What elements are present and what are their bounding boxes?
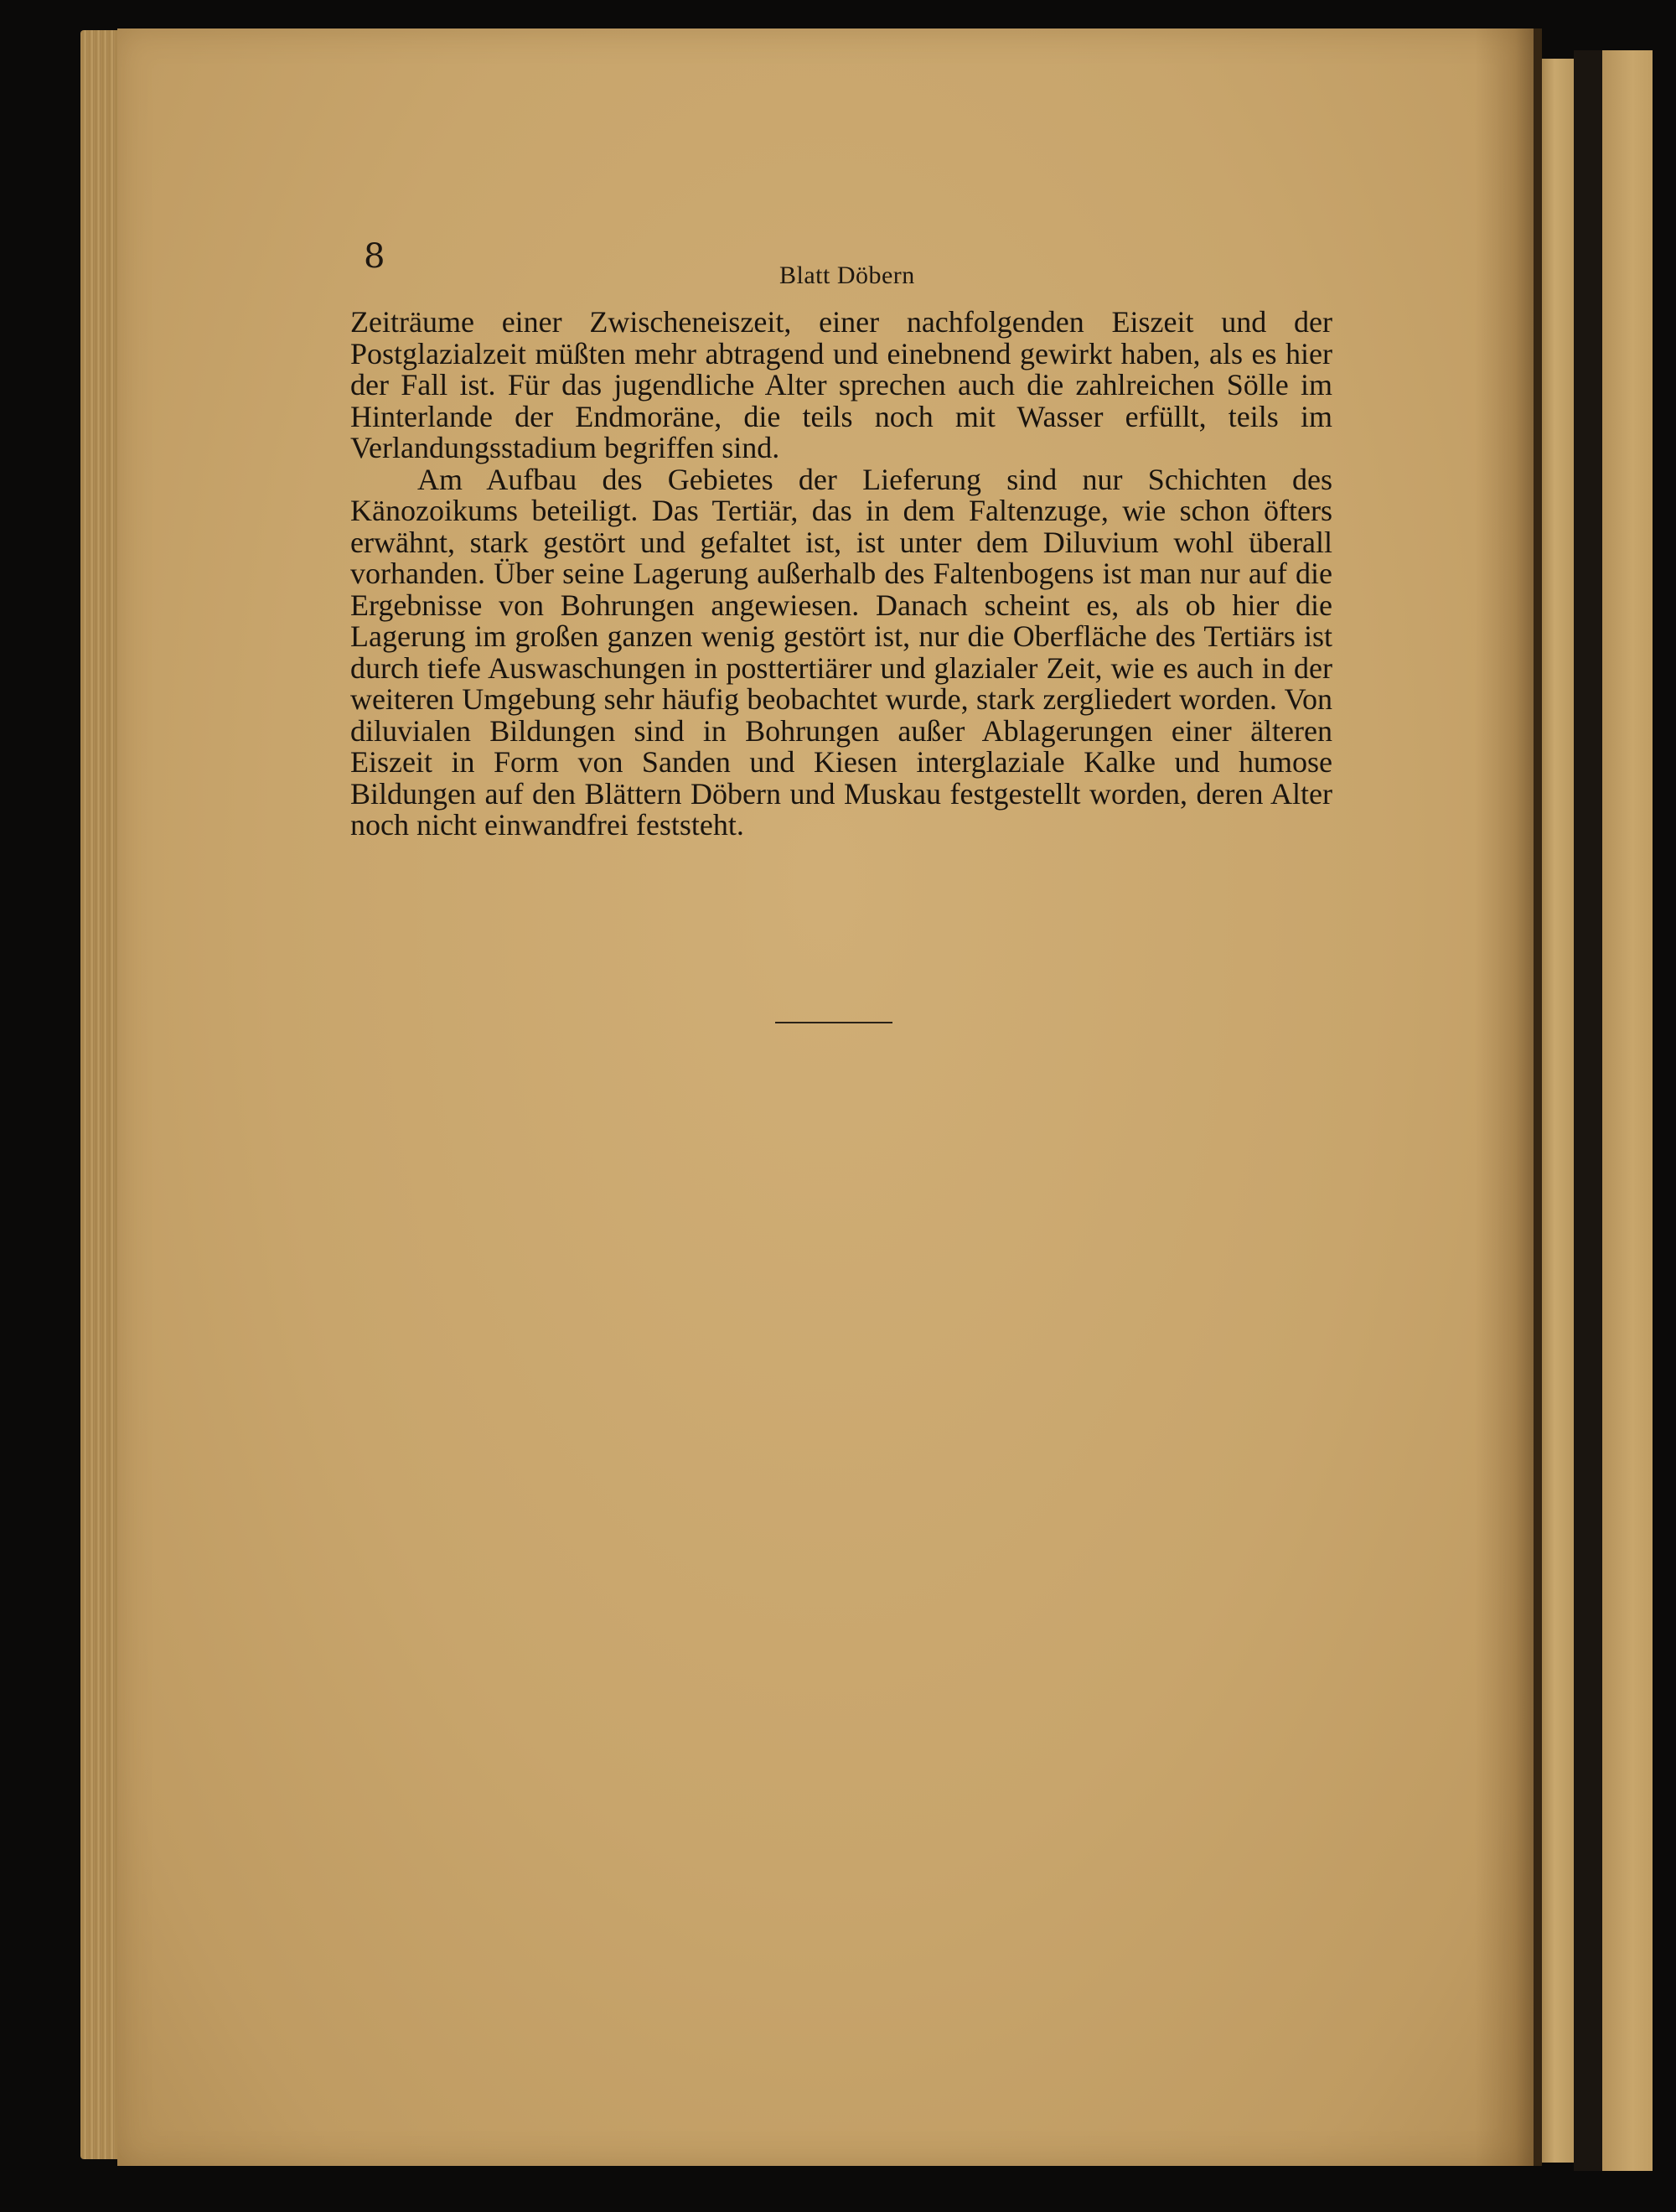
page-number: 8	[364, 237, 385, 276]
paragraph: Am Aufbau des Gebietes der Lieferung sind nur Schichten des Känozoikums beteiligt. Das Tertiär, das in dem Faltenzuge, wie schon öfters erwähnt, stark gestört und gefaltet ist, ist unter dem Diluvium wohl überall vorhanden. Über seine Lagerung außerhalb des Faltenbogens ist man nur auf die Ergebnisse von Bohrungen angewiesen. Danach scheint es, als ob hier die Lagerung im großen ganzen wenig gestört ist, nur die Oberfläche des Tertiärs ist durch tiefe Auswaschungen in posttertiärer und glazialer Zeit, wie es auch in der weiteren Umgebung sehr häufig beobachtet wurde, stark zergliedert worden. Von diluvialen Bildungen sind in Bohrungen außer Ablagerungen einer älteren Eiszeit in Form von Sanden und Kiesen interglaziale Kalke und humose Bildungen auf den Blättern Döbern und Muskau festgestellt worden, deren Alter noch nicht einwandfrei feststeht.	[350, 462, 1332, 842]
binding-gap	[1574, 50, 1602, 2171]
right-leaf-strip	[1542, 59, 1574, 2163]
running-head: Blatt Döbern	[779, 262, 915, 289]
end-rule	[775, 1022, 892, 1023]
body-text	[350, 307, 1332, 842]
paragraph: Zeiträume einer Zwischeneiszeit, einer nachfolgenden Eiszeit und der Postglazialzeit müßten mehr abtragend und einebnend gewirkt haben, als es hier der Fall ist. Für das jugendliche Alter sprechen auch die zahlreichen Sölle im Hinterlande der Endmoräne, die teils noch mit Wasser erfüllt, teils im Verlandungsstadium begriffen sind.	[350, 305, 1332, 464]
facing-page-edge	[1602, 50, 1653, 2171]
gutter-shadow	[1475, 28, 1542, 2166]
